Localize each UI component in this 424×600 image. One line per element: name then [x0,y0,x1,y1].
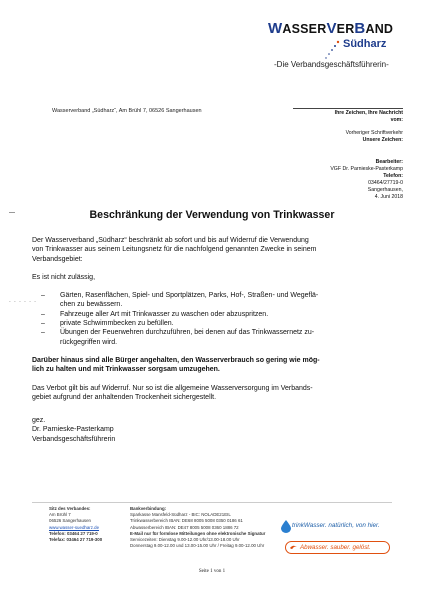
water-drop-icon [281,520,291,533]
ref-place: Sangerhausen, [367,187,403,193]
page-number: Seite 1 von 1 [198,569,226,574]
footer-divider [32,502,392,503]
logo-letter-v: V [326,20,337,37]
intro-line-1: Der Wasserverband „Südharz“ beschränkt ab sofort und bis auf Widerruf die Verwendung [32,237,309,244]
email-notice: E-Mail nur für formlose Mitteilungen ohne elektronische Signatur [130,530,266,536]
validity-line-2: gebiet aufgrund der anhaltenden Trockenheit sichergestellt. [32,393,217,401]
bank-line-3: Abwasserbereich IBAN: DE47 8005 5008 0360 1886 72 [130,524,239,530]
fold-mark-middle: - - - - - - [9,299,37,305]
ref-our-reference: Unsere Zeichen: [362,137,403,143]
document-title: Beschränkung der Verwendung von Trinkwasser [89,209,335,221]
intro-line-2: von Trinkwasser aus seinem Leitungsnetz für die nachfolgend genannten Zwecke in seinem [32,246,317,254]
ref-date: 4. Juni 2018 [374,194,403,200]
water-drops-icon [323,40,341,62]
signoff-role: Verbandsgeschäftsführerin [32,435,116,443]
ref-handler-name: VGF Dr. Parnieske-Pasterkamp [330,166,403,172]
list-item: – private Schwimmbecken zu befüllen. [32,319,397,328]
seat-phone: Telefon: 03464 27 719-0 [49,530,98,536]
return-address: Wasserverband „Südharz“, Am Brühl 7, 06526 Sangerhausen [52,108,202,114]
ref-phone-label: Telefon: [383,173,403,179]
logo-wordmark [268,20,393,37]
ref-your-reference: Ihre Zeichen, Ihre Nachricht [334,110,403,116]
logo-part-and: AND [365,22,394,36]
signoff-name: Dr. Parnieske-Pasterkamp [32,426,114,434]
abwasser-slogan: Abwasser. sauber. gelöst. [300,544,371,551]
service-hours-2: Donnerstag 9.00-12.00 und 13.00-15.00 Uhr / Freitag 9.00-12.00 Uhr [130,543,265,549]
list-item: – Gärten, Rasenflächen, Spiel- und Sportplätzen, Parks, Hof-, Straßen- und Wegeflä- chen zu bewässern. [32,291,397,310]
seat-street: Am Brühl 7 [49,512,71,518]
trinkwasser-badge [280,519,392,535]
letterhead-tagline: -Die Verbandsgeschäftsführerin- [274,60,389,69]
trinkwasser-slogan: trinkWasser. natürlich, von hier. [292,522,380,529]
validity-line-1: Das Verbot gilt bis auf Widerruf. Nur so ist die allgemeine Wasserversorgung im Verbands- [32,384,313,392]
footer-bank [130,506,285,549]
bank-line-2: Trinkwasserbereich IBAN: DE68 8005 5008 0350 0186 61 [130,518,243,524]
list-item: – Übungen der Feuerwehren durchzuführen, bei denen auf das Trinkwassernetz zu- rückgegriffen wird. [32,328,397,347]
ref-phone-number: 03464/27719-0 [368,180,403,186]
bank-title: Bankverbindung: [130,506,167,511]
intro-line-3: Verbandsgebiet: [32,255,83,263]
reference-divider [293,108,403,109]
appeal-line-2: lich zu halten und mit Trinkwasser sorgsam umzugehen. [32,366,220,374]
not-allowed-label: Es ist nicht zulässig, [32,273,96,281]
footer-seat [49,506,134,543]
ref-from: vom: [390,117,403,123]
service-hours-1: Servicezeiten: Dienstag 9.00-12.00 Uhr/13.00-18.00 Uhr [130,537,240,543]
logo-letter-w: W [268,20,283,37]
restrictions-list [32,291,397,347]
signoff-gez: gez. [32,417,46,425]
reference-block [293,110,403,201]
list-item: – Fahrzeuge aller Art mit Trinkwasser zu waschen oder abzuspritzen. [32,310,397,319]
logo-region: Südharz [343,38,387,50]
swirl-icon [289,544,298,552]
website-link[interactable]: www.wasser-suedharz.de [49,524,100,530]
ref-previous-correspondence: Vorheriger Schriftverkehr [345,130,403,136]
logo-letter-b: B [354,20,366,37]
seat-title: Sitz des Verbandes: [49,506,91,511]
logo-part-asser: ASSER [282,22,327,36]
abwasser-badge [285,541,390,554]
ref-handler-label: Bearbeiter: [375,159,403,165]
seat-fax: Telefax: 03464 27 719-300 [49,537,103,543]
letter-body [32,236,397,444]
bank-line-1: Sparkasse Mansfeld-Südharz - BIC: NOLADE21EIL [130,512,231,518]
seat-city: 06526 Sangerhausen [49,518,91,524]
appeal-line-1: Darüber hinaus sind alle Bürger angehalten, den Wasserverbrauch so gering wie mög- [32,356,320,364]
logo-part-er: ER [336,22,355,36]
